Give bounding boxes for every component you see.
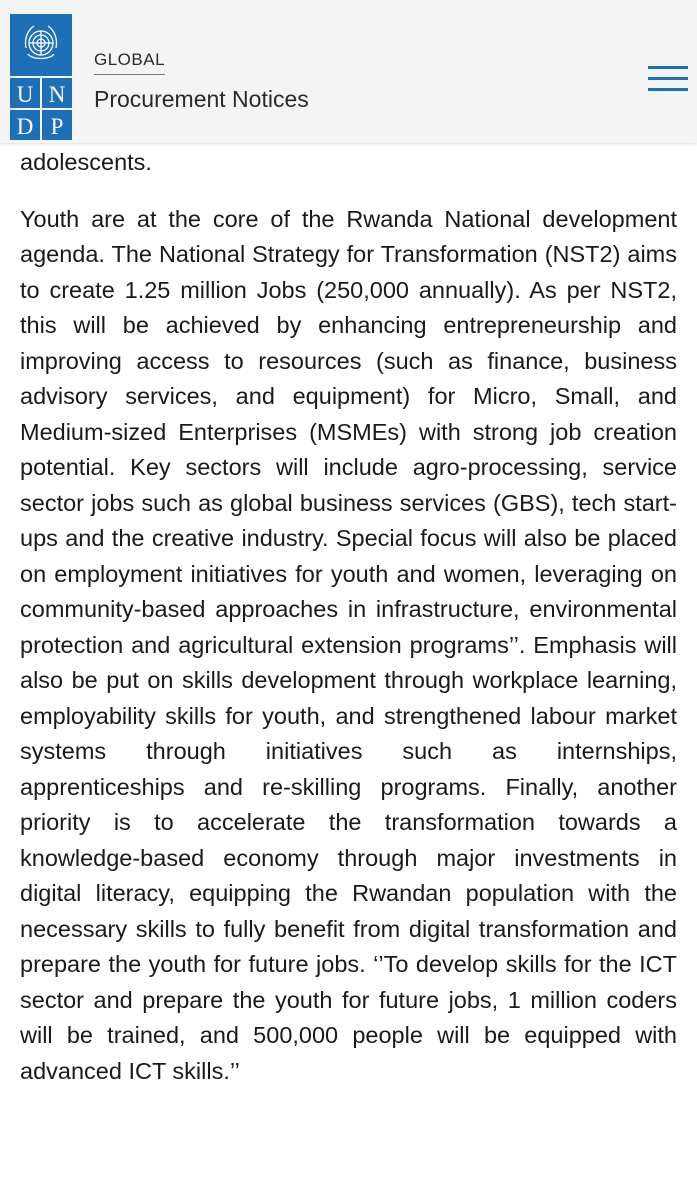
article-body (20, 145, 677, 1110)
hamburger-menu-icon[interactable] (648, 66, 688, 92)
logo-letter-u: U (16, 82, 34, 107)
site-header (0, 0, 697, 143)
paragraph-2: Youth are at the core of the Rwanda National development agenda. The National Strategy for Transformation (NST2) aims to create 1.25 million Jobs (250,000 annually). As per NST2, this will be achieved by enhancing entrepreneurship and improving access to resources (such as finance, business advisory services, and equipment) for Micro, Small, and Medium-sized Enterprises (MSMEs) with strong job creation potential. Key sectors will include agro-processing, service sector jobs such as global business services (GBS), tech start-ups and the creative industry. Special focus will also be placed on employment initiatives for youth and women, leveraging on community-based approaches in infrastructure, environmental protection and agricultural extension programs’’. Emphasis will also be put on skills development through workplace learning, employability skills for youth, and strengthened labour market systems through initiatives such as internships, apprenticeships and re-skilling programs. Finally, another priority is to accelerate the transformation towards a knowledge-based economy through major investments in digital literacy, equipping the Rwandan population with the necessary skills to fully benefit from digital transformation and prepare the youth for future jobs. ‘’To develop skills for the ICT sector and prepare the youth for future jobs, 1 million coders will be trained, and 500,000 people will be equipped with advanced ICT skills.’’ (20, 205, 677, 1084)
logo-letter-n: N (48, 82, 66, 107)
undp-logo[interactable] (10, 14, 72, 140)
paragraph-1-tail: adolescents. (20, 149, 152, 175)
logo-letter-d: D (16, 114, 34, 139)
logo-letter-p: P (50, 114, 64, 139)
brand-label[interactable]: GLOBAL (94, 50, 165, 75)
section-title[interactable]: Procurement Notices (94, 86, 309, 112)
